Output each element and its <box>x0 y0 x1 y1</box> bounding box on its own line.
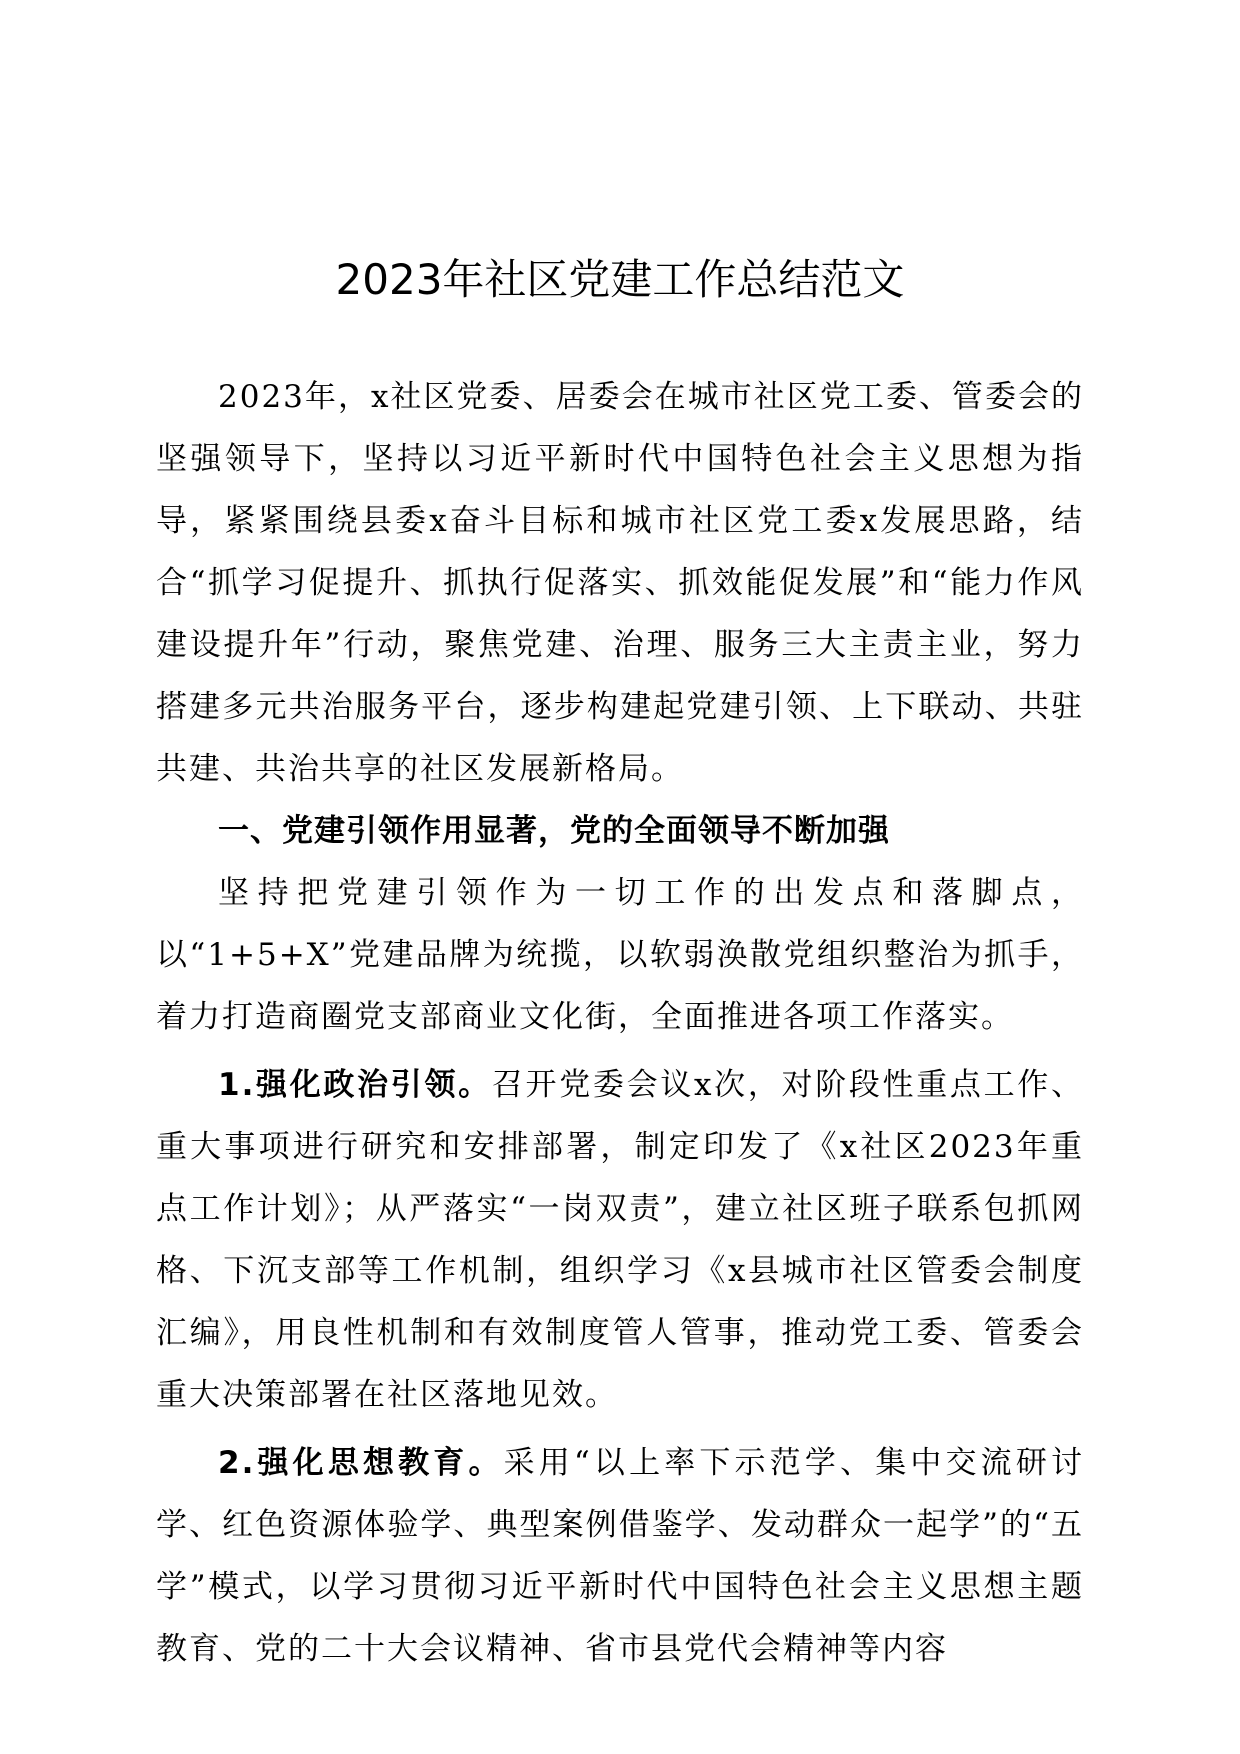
item-lead-political-guidance: 1.强化政治引领。 <box>218 1067 492 1103</box>
document-body <box>156 366 1084 1680</box>
section-1-intro-paragraph: 坚持把党建引领作为一切工作的出发点和落脚点，以“1+5+X”党建品牌为统揽，以软弱涣散党组织整治为抓手，着力打造商圈党支部商业文化街，全面推进各项工作落实。 <box>156 875 1084 1035</box>
item-paragraph-ideological-education <box>156 1432 1084 1680</box>
document-title: 2023年社区党建工作总结范文 <box>335 255 905 304</box>
item-lead-ideological-education: 2.强化思想教育。 <box>218 1445 504 1481</box>
item-text-ideological-education: 采用“以上率下示范学、集中交流研讨学、红色资源体验学、典型案例借鉴学、发动群众一起学”的“五学”模式，以学习贯彻习近平新时代中国特色社会主义思想主题教育、党的二十大会议精神、省市县党代会精神等内容 <box>156 1445 1084 1667</box>
item-paragraph-political-guidance <box>156 1054 1084 1426</box>
intro-paragraph: 2023年，x社区党委、居委会在城市社区党工委、管委会的坚强领导下，坚持以习近平新时代中国特色社会主义思想为指导，紧紧围绕县委x奋斗目标和城市社区党工委x发展思路，结合“抓学习促提升、抓执行促落实、抓效能促发展”和“能力作风建设提升年”行动，聚焦党建、治理、服务三大主责主业，努力搭建多元共治服务平台，逐步构建起党建引领、上下联动、共驻共建、共治共享的社区发展新格局。 <box>156 379 1084 787</box>
section-heading-1: 一、党建引领作用显著，党的全面领导不断加强 <box>218 813 890 849</box>
item-text-political-guidance: 召开党委会议x次，对阶段性重点工作、重大事项进行研究和安排部署，制定印发了《x社区2023年重点工作计划》；从严落实“一岗双责”，建立社区班子联系包抓网格、下沉支部等工作机制，组织学习《x县城市社区管委会制度汇编》，用良性机制和有效制度管人管事，推动党工委、管委会重大决策部署在社区落地见效。 <box>156 1067 1084 1413</box>
